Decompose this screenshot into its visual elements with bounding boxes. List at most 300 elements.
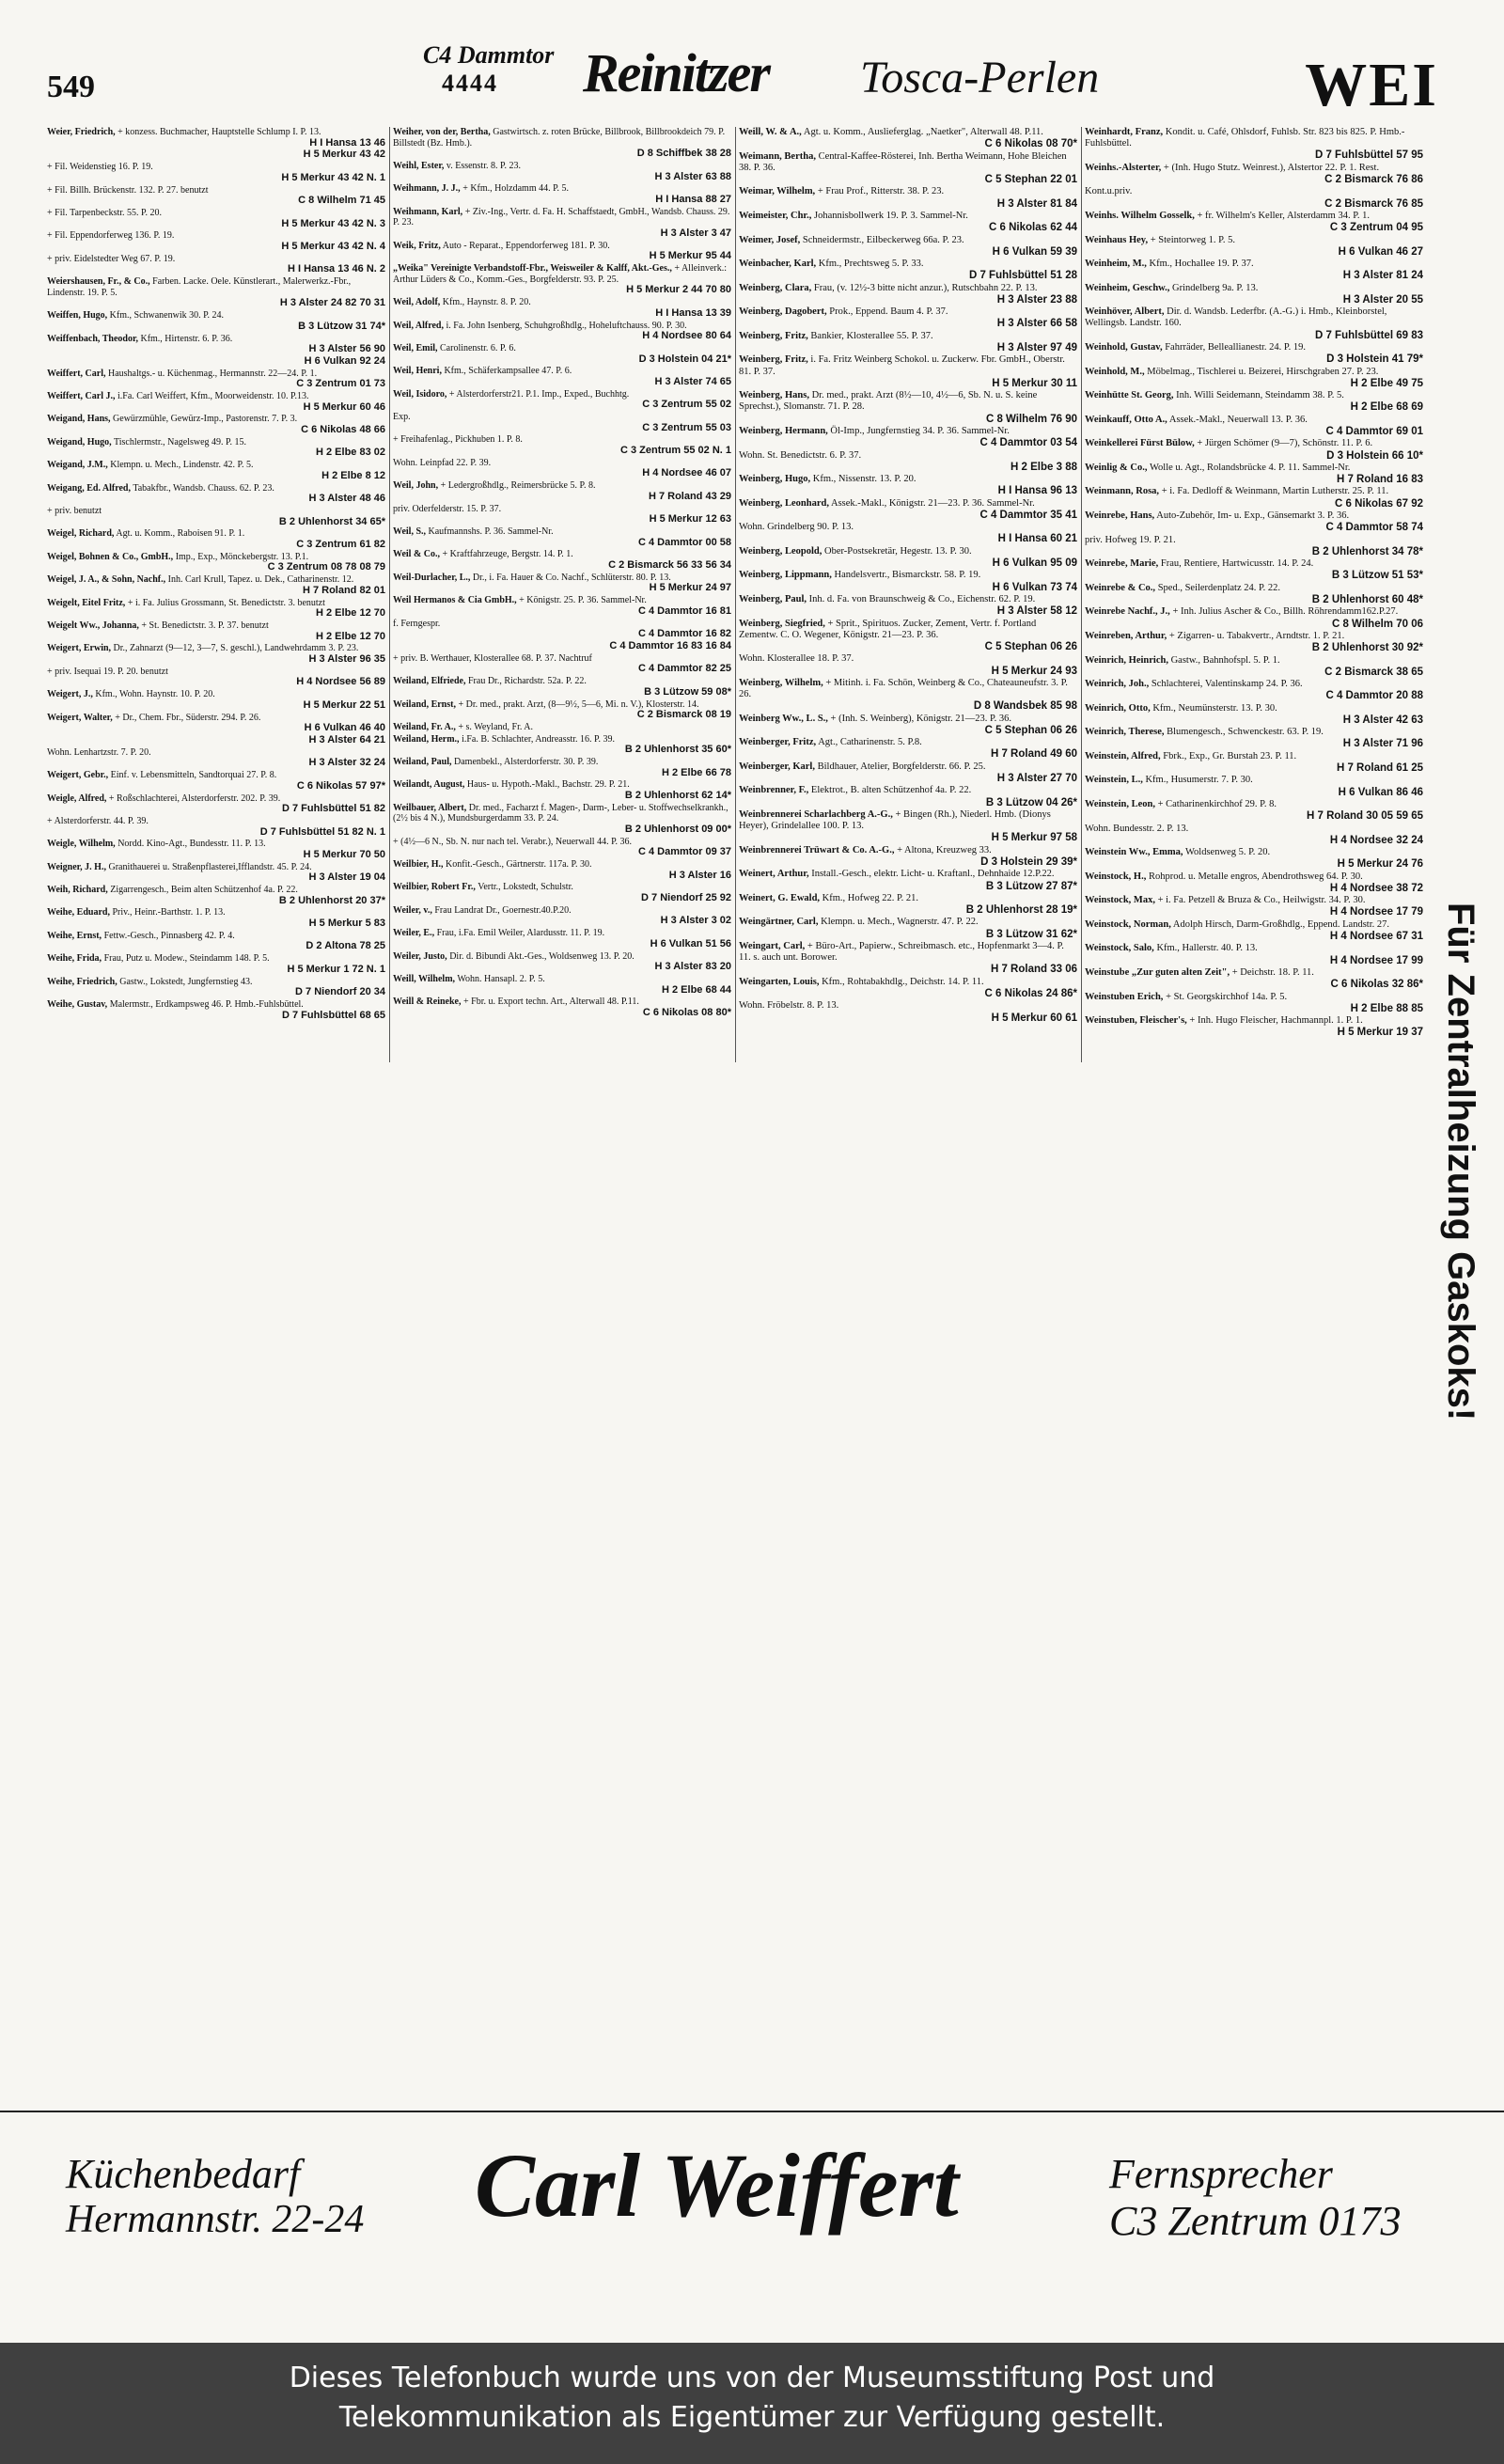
directory-entry — [739, 785, 1077, 808]
entry-text — [393, 859, 731, 871]
entry-name: Weinberg, Lippmann, — [739, 570, 832, 581]
entry-detail: Wohn. Leinpfad 22. P. 39. — [393, 457, 492, 468]
entry-name: Weigel, J. A., & Sohn, Nachf., — [47, 574, 166, 586]
entry-name: Weigner, J. H., — [47, 861, 106, 872]
entry-name: Weinberger, Fritz, — [739, 737, 817, 748]
entry-detail: + Kfm., Holzdamm 44. P. 5. — [462, 183, 570, 195]
entry-detail: Kfm., Wohn. Haynstr. 10. P. 20. — [95, 689, 215, 700]
directory-entry — [1085, 703, 1423, 727]
entry-name: Weinstock, H., — [1085, 871, 1147, 882]
entry-name: Weinberg, Dagobert, — [739, 306, 827, 318]
entry-phone-number: H 3 Alster 23 88 — [996, 293, 1077, 306]
entry-phone-number: H 5 Merkur 2 44 70 80 — [626, 284, 731, 296]
entry-detail: Kfm., Haynstr. 8. P. 20. — [442, 297, 531, 308]
entry-phone-number: H I Hansa 13 46 N. 2 — [288, 263, 385, 275]
entry-phone-number: B 3 Lützow 27 87* — [985, 880, 1077, 892]
entry-detail: Farben. Lacke. Oele. Künstlerart., Malerwerkz.-Fbr., Lindenstr. 19. P. 5. — [47, 276, 352, 298]
entry-text — [739, 845, 1077, 856]
entry-name: Weil, Alfred, — [393, 320, 444, 331]
directory-entry — [393, 434, 731, 456]
entry-detail: Wohn. St. Benedictstr. 6. P. 37. — [739, 449, 862, 461]
entry-detail: Assek.-Makl., Neuerwall 13. P. 36. — [1168, 414, 1308, 425]
entry-phone-number: B 3 Lützow 59 08* — [644, 685, 731, 698]
directory-entry — [1085, 871, 1423, 895]
entry-phone-number: H 3 Alster 3 47 — [660, 227, 731, 239]
directory-entry — [47, 931, 385, 952]
entry-phone-number: H 6 Vulkan 51 56 — [650, 937, 731, 950]
entry-detail: + Deichstr. 18. P. 11. — [1231, 967, 1314, 979]
directory-entry — [47, 953, 385, 975]
entry-text — [739, 450, 1077, 462]
entry-text — [1085, 510, 1423, 522]
directory-entry — [47, 770, 385, 792]
entry-name: Weinstube „Zur guten alten Zeit", — [1085, 967, 1230, 979]
entry-phone-number: C 5 Stephan 22 01 — [984, 173, 1077, 185]
entry-name: Weinberg, Hans, — [739, 390, 809, 401]
entry-phone-number: D 7 Niendorf 25 92 — [641, 892, 731, 904]
entry-phone-number: H I Hansa 13 39 — [655, 306, 731, 319]
directory-entry — [47, 574, 385, 596]
entry-phone-number: H 3 Alster 71 96 — [1342, 738, 1423, 750]
entry-text — [47, 310, 385, 322]
entry-name: Weil, Adolf, — [393, 297, 441, 308]
entry-name: Weimer, Josef, — [739, 234, 801, 245]
entry-name: Weihe, Friedrich, — [47, 976, 118, 987]
entry-phone-number: C 6 Nikolas 48 66 — [301, 424, 385, 436]
entry-phone-number: H 3 Alster 24 82 70 31 — [279, 297, 385, 309]
entry-name: Weinberg, Fritz, — [739, 354, 808, 366]
entry-detail: Wohn. Lenhartzstr. 7. P. 20. — [47, 746, 151, 758]
entry-detail: + Freihafenlag., Pickhuben 1. P. 8. — [393, 434, 523, 446]
entry-phone-number: H I Hansa 60 21 — [997, 533, 1077, 545]
directory-entry — [1085, 799, 1423, 823]
directory-entry — [47, 735, 385, 746]
entry-name: Weiland, Ernst, — [393, 698, 456, 710]
entry-name: Weinheim, Geschw., — [1085, 282, 1170, 293]
entry-text — [393, 343, 731, 354]
entry-phone-number: C 4 Dammtor 16 83 16 84 — [609, 639, 731, 651]
bottom-advertisement — [0, 2111, 1504, 2253]
entry-name: Weiffert, Carl, — [47, 368, 106, 379]
directory-entry — [47, 356, 385, 368]
entry-detail: Vertr., Lokstedt, Schulstr. — [478, 882, 573, 893]
entry-detail: Kfm., Prechtsweg 5. P. 33. — [818, 259, 924, 270]
entry-text — [739, 714, 1077, 725]
entry-detail: Frau, i.Fa. Emil Weiler, Alardusstr. 11. P. 19. — [436, 928, 605, 939]
directory-entry — [393, 653, 731, 675]
entry-name: Weinberg, Fritz, — [739, 330, 808, 341]
entry-name: Weinrich, Otto, — [1085, 702, 1151, 714]
entry-detail: Kont.u.priv. — [1085, 186, 1133, 197]
entry-phone-number: C 5 Stephan 06 26 — [984, 724, 1077, 736]
entry-name: Weihmann, Karl, — [393, 206, 463, 217]
directory-entry — [739, 235, 1077, 259]
directory-entry — [47, 310, 385, 332]
entry-name: Weinkauff, Otto A., — [1085, 414, 1167, 425]
entry-detail: Wohn. Bundesstr. 2. P. 13. — [1085, 823, 1189, 834]
entry-detail: Assek.-Makl., Königstr. 21—23. P. 36. Sammel-Nr. — [831, 497, 1035, 509]
directory-entry — [739, 522, 1077, 545]
directory-entry — [393, 526, 731, 548]
entry-phone-number: H 3 Alster 48 46 — [308, 493, 385, 505]
entry-text — [1085, 824, 1423, 835]
entry-name: Weiland, Paul, — [393, 756, 452, 767]
entry-detail: Adolph Hirsch, Darm-Großhdlg., Eppend. Landstr. 27. — [1172, 918, 1390, 930]
entry-name: Weinmann, Rosa, — [1085, 486, 1160, 497]
entry-phone-number: D 7 Fuhlsbüttel 68 65 — [281, 1009, 385, 1021]
ad-product-name: Tosca-Perlen — [860, 53, 1100, 102]
entry-name: Weinstock, Norman, — [1085, 918, 1171, 930]
entry-text — [1085, 163, 1423, 174]
entry-name: Weinrebe & Co., — [1085, 582, 1156, 593]
footer-line-2: Telekommunikation als Eigentümer zur Verfügung gestellt. — [338, 2401, 1166, 2434]
entry-detail: priv. Oderfelderstr. 15. P. 37. — [393, 503, 502, 514]
entry-name: Weinberg, Hermann, — [739, 425, 828, 436]
entry-text — [1085, 367, 1423, 378]
directory-entry — [1085, 895, 1423, 918]
entry-detail: + Catharinenkirchhof 29. P. 8. — [1157, 798, 1277, 809]
running-head: WEI — [1305, 51, 1438, 119]
directory-column-2 — [393, 127, 731, 1020]
entry-detail: + priv. benutzt — [47, 506, 102, 517]
side-ad-text: Für Zentralheizung Gaskoks! — [1440, 902, 1481, 1421]
directory-entry — [739, 331, 1077, 354]
side-advertisement — [1440, 902, 1496, 1551]
entry-phone-number: H 3 Alster 74 65 — [654, 375, 731, 387]
entry-name: Weinrich, Therese, — [1085, 727, 1165, 738]
entry-name: Weinhs. Wilhelm Gosselk, — [1085, 210, 1195, 221]
directory-entry — [1085, 415, 1423, 438]
entry-phone-number: H 3 Alster 81 24 — [1342, 270, 1423, 282]
directory-entry — [739, 450, 1077, 474]
entry-name: Weimeister, Chr., — [739, 210, 812, 221]
entry-detail: Agt. u. Komm., Raboisen 91. P. 1. — [116, 528, 245, 540]
entry-name: Weigel, Bohnen & Co., GmbH., — [47, 551, 174, 562]
entry-detail: Konfit.-Gesch., Gärtnerstr. 117a. P. 30. — [446, 859, 592, 871]
entry-text — [47, 127, 385, 138]
directory-entry — [393, 389, 731, 411]
entry-name: Weinberg, Paul, — [739, 593, 807, 604]
directory-entry — [47, 977, 385, 998]
directory-entry — [739, 594, 1077, 618]
entry-detail: + St. Benedictstr. 3. P. 37. benutzt — [141, 620, 269, 631]
entry-phone-number: C 8 Wilhelm 71 45 — [298, 195, 385, 207]
entry-phone-number: H 3 Alster 66 58 — [996, 318, 1077, 330]
entry-phone-number: C 8 Wilhelm 76 90 — [985, 413, 1077, 425]
entry-phone-number: B 3 Lützow 31 62* — [985, 928, 1077, 940]
directory-entry — [1085, 606, 1423, 630]
entry-phone-number: H I Hansa 88 27 — [655, 193, 731, 205]
entry-phone-number: B 2 Uhlenhorst 34 78* — [1311, 545, 1423, 557]
directory-entry — [739, 259, 1077, 282]
entry-name: Weigert, Gebr., — [47, 770, 109, 781]
directory-entry — [1085, 163, 1423, 186]
entry-name: Weihe, Frida, — [47, 953, 102, 965]
entry-detail: Gastw., Bahnhofspl. 5. P. 1. — [1170, 654, 1280, 666]
directory-entry — [739, 283, 1077, 306]
column-divider — [735, 127, 736, 1062]
directory-entry — [1085, 510, 1423, 534]
entry-name: Weigert, Erwin, — [47, 643, 112, 654]
entry-phone-number: H 4 Nordsee 80 64 — [642, 330, 731, 342]
entry-name: Weinrich, Joh., — [1085, 679, 1150, 690]
directory-entry — [393, 734, 731, 756]
entry-detail: Fbrk., Exp., Gr. Burstah 23. P. 11. — [1163, 750, 1297, 761]
entry-detail: Frau, Rentiere, Hartwicusstr. 14. P. 24. — [1160, 558, 1314, 570]
entry-name: Weinhs.-Alsterter, — [1085, 162, 1162, 173]
directory-entry — [393, 803, 731, 836]
directory-entry — [739, 186, 1077, 210]
entry-phone-number: C 2 Bismarck 56 33 56 34 — [608, 559, 731, 572]
entry-text — [1085, 751, 1423, 762]
entry-detail: i.Fa. B. Schlachter, Andreasstr. 16. P. 39. — [462, 733, 615, 745]
directory-entry — [47, 816, 385, 838]
directory-entry — [47, 276, 385, 309]
entry-phone-number: C 2 Bismarck 76 85 — [1324, 197, 1423, 210]
directory-entry — [739, 845, 1077, 869]
entry-text — [1085, 895, 1423, 906]
entry-detail: + (4½—6 N., Sb. N. nur nach tel. Verabr.), Neuerwall 44. P. 36. — [393, 836, 633, 847]
entry-phone-number: H 6 Vulkan 86 46 — [1338, 786, 1423, 798]
directory-entry — [47, 862, 385, 884]
entry-text — [1085, 775, 1423, 786]
entry-detail: Dr. med., prakt. Arzt (8½—10, 4½—6, Sb. N. u. S. keine Sprechst.), Slomanstr. 71. P. 28. — [739, 390, 1038, 413]
entry-detail: + St. Georgskirchhof 14a. P. 5. — [1166, 991, 1288, 1002]
entry-name: Weigelt, Eitel Fritz, — [47, 597, 126, 608]
top-advertisement — [423, 43, 1175, 109]
entry-name: Weigel, Richard, — [47, 528, 115, 540]
entry-detail: Elektrot., B. alten Schützenhof 4a. P. 22. — [810, 785, 972, 796]
entry-detail: v. Essenstr. 8. P. 23. — [446, 160, 521, 171]
entry-phone-number: B 2 Uhlenhorst 34 65* — [278, 515, 385, 527]
directory-entry — [393, 343, 731, 365]
entry-phone-number: H 3 Alster 20 55 — [1342, 293, 1423, 306]
column-divider — [389, 127, 390, 1062]
entry-detail: Kfm., Husumerstr. 7. P. 30. — [1145, 775, 1253, 786]
directory-entry — [1085, 486, 1423, 510]
entry-phone-number: C 4 Dammtor 09 37 — [637, 846, 731, 858]
entry-text — [1085, 1015, 1423, 1027]
entry-phone-number: C 3 Zentrum 55 03 — [642, 421, 731, 433]
entry-phone-number: D 8 Wandsbek 85 98 — [973, 700, 1077, 713]
entry-phone-number: C 6 Nikolas 24 86* — [984, 988, 1077, 999]
directory-entry — [739, 570, 1077, 593]
entry-phone-number: C 3 Zentrum 04 95 — [1329, 222, 1423, 234]
entry-detail: Bankier, Klosterallee 55. P. 37. — [810, 330, 933, 341]
entry-name: Weinstock, Salo, — [1085, 943, 1154, 954]
entry-text — [739, 917, 1077, 928]
entry-name: Weihe, Ernst, — [47, 930, 102, 941]
entry-text — [1085, 799, 1423, 810]
entry-phone-number: C 2 Bismarck 76 86 — [1324, 173, 1423, 185]
directory-entry — [47, 254, 385, 275]
directory-entry — [47, 643, 385, 665]
entry-detail: Tischlermstr., Nagelsweg 49. P. 15. — [113, 436, 246, 447]
directory-entry — [47, 598, 385, 620]
entry-text — [1085, 463, 1423, 474]
entry-phone-number: D 3 Holstein 04 21* — [638, 353, 731, 365]
entry-name: Weigert, J., — [47, 689, 93, 700]
entry-phone-number: H 5 Merkur 43 42 — [303, 149, 385, 161]
entry-detail: + Fil. Weidenstieg 16. P. 19. — [47, 162, 153, 173]
entry-detail: i. Fa. John Isenberg, Schuhgroßhdlg., Hoheluftchauss. 90. P. 30. — [446, 320, 687, 331]
entry-phone-number: H 3 Alster 63 88 — [654, 170, 731, 182]
entry-text — [739, 151, 1077, 174]
footer-line-1: Dieses Telefonbuch wurde uns von der Museumsstiftung Post und — [289, 2362, 1215, 2394]
entry-detail: Kfm., Nissenstr. 13. P. 20. — [812, 474, 916, 485]
entry-name: Weill, Wilhelm, — [393, 974, 456, 985]
entry-detail: + Roßschlachterei, Alsterdorferstr. 202. P. 39. — [108, 793, 281, 804]
column-divider — [1081, 127, 1082, 1062]
entry-detail: Klempn. u. Mech., Lindenstr. 42. P. 5. — [110, 460, 254, 471]
entry-phone-number: C 4 Dammtor 00 58 — [637, 536, 731, 548]
entry-detail: Fahrräder, Belleallianestr. 24. P. 19. — [1165, 342, 1306, 353]
directory-entry — [393, 412, 731, 433]
directory-entry — [47, 460, 385, 481]
entry-phone-number: B 3 Lützow 04 26* — [985, 796, 1077, 808]
entry-text — [739, 809, 1077, 832]
entry-phone-number: H 2 Elbe 83 02 — [316, 447, 385, 459]
entry-detail: Handelsvertr., Bismarckstr. 58. P. 19. — [834, 570, 981, 581]
entry-name: Weik, Fritz, — [393, 240, 441, 251]
entry-text — [739, 283, 1077, 294]
entry-text — [1085, 211, 1423, 222]
entry-phone-number: H 4 Nordsee 38 72 — [1329, 882, 1423, 894]
entry-phone-number: H 7 Roland 30 05 59 65 — [1306, 810, 1423, 823]
directory-column-1 — [47, 127, 385, 1022]
entry-name: Weigang, Ed. Alfred, — [47, 482, 131, 494]
entry-name: Weier, Friedrich, — [47, 127, 116, 137]
entry-detail: Frau, Putz u. Modew., Steindamm 148. P. 5. — [103, 953, 270, 965]
directory-entry — [739, 977, 1077, 1000]
directory-entry — [393, 504, 731, 526]
entry-name: Weigand, J.M., — [47, 460, 108, 471]
entry-phone-number: H 5 Merkur 1 72 N. 1 — [287, 963, 385, 975]
entry-name: Weinert, Arthur, — [739, 869, 809, 880]
entry-detail: + Inh. Julius Ascher & Co., Billh. Röhrendamm162.P.27. — [1172, 606, 1399, 618]
entry-detail: Kfm., Schwanenwik 30. P. 24. — [109, 310, 225, 322]
directory-entry — [739, 653, 1077, 677]
directory-entry — [47, 713, 385, 734]
entry-phone-number: C 4 Dammtor 03 54 — [979, 437, 1077, 449]
directory-columns — [47, 127, 1423, 1062]
entry-phone-number: H 3 Alster 42 63 — [1342, 714, 1423, 726]
entry-text — [739, 259, 1077, 270]
entry-text — [1085, 535, 1423, 546]
directory-entry — [393, 905, 731, 927]
ad-brand-name: Reinitzer — [583, 42, 769, 103]
directory-entry — [739, 354, 1077, 389]
entry-name: Weinhöver, Albert, — [1085, 306, 1165, 318]
entry-detail: Exp. — [393, 412, 411, 423]
entry-detail: + Sprit., Spirituos. Zucker, Zement, Vertr. f. Portland Zementw. C. O. Wegener, Königstr. 21—23. P. 36. — [739, 618, 1037, 640]
directory-entry — [1085, 438, 1423, 462]
entry-detail: Gastwirtsch. z. roten Brücke, Billbrook, Billbrookdeich 79. P. Billstedt (Bz. Hmb.). — [393, 127, 726, 149]
entry-name: Weinlig & Co., — [1085, 462, 1148, 473]
entry-phone-number: B 2 Uhlenhorst 09 00* — [624, 823, 731, 835]
entry-detail: Kfm., Hirtenstr. 6. P. 36. — [140, 333, 233, 344]
entry-name: Weinstock, Max, — [1085, 895, 1155, 906]
entry-name: Weiland, Herm., — [393, 733, 460, 745]
entry-name: Weinberg, Hugo, — [739, 474, 811, 485]
entry-name: Weingärtner, Carl, — [739, 917, 819, 928]
entry-name: Weinrebe Nachf., J., — [1085, 606, 1170, 618]
entry-detail: + Alleinverk.: Arthur Lüders & Co., Komm.-Ges., Borgfelderstr. 93. P. 25. — [393, 263, 727, 285]
entry-phone-number: H 3 Alster 3 02 — [660, 915, 731, 927]
entry-detail: + Dr. med., prakt. Arzt, (8—9½, 5—6, Mi. n. V.), Klosterstr. 14. — [458, 698, 699, 710]
entry-name: Weinkellerei Fürst Bülow, — [1085, 438, 1195, 449]
entry-text — [739, 619, 1077, 641]
entry-name: Weihe, Eduard, — [47, 907, 110, 918]
entry-phone-number: H 7 Roland 61 25 — [1336, 762, 1423, 775]
directory-entry — [739, 809, 1077, 844]
entry-name: Weiffenbach, Theodor, — [47, 333, 138, 344]
entry-text — [47, 816, 385, 827]
entry-name: Weinbrennerei Trüwart & Co. A.-G., — [739, 844, 895, 855]
entry-detail: Tabakfbr., Wandsb. Chauss. 62. P. 23. — [133, 482, 274, 494]
entry-text — [47, 276, 385, 298]
entry-phone-number: C 3 Zentrum 55 02 — [642, 399, 731, 411]
entry-phone-number: H 2 Elbe 88 85 — [1350, 1002, 1423, 1014]
directory-entry — [1085, 631, 1423, 654]
entry-name: Weinstein, L., — [1085, 775, 1143, 786]
bottom-ad-name: Carl Weiffert — [475, 2135, 959, 2236]
directory-entry — [393, 241, 731, 262]
directory-entry — [1085, 655, 1423, 679]
directory-entry — [1085, 775, 1423, 798]
entry-name: Weinberg, Wilhelm, — [739, 677, 823, 688]
entry-phone-number: C 3 Zentrum 61 82 — [296, 539, 385, 551]
entry-text — [739, 941, 1077, 964]
entry-phone-number: B 2 Uhlenhorst 35 60* — [624, 744, 731, 756]
entry-phone-number: B 2 Uhlenhorst 20 37* — [278, 894, 385, 906]
directory-entry — [393, 458, 731, 479]
entry-text — [1085, 655, 1423, 667]
directory-entry — [47, 747, 385, 769]
entry-detail: + Altona, Kreuzweg 33. — [897, 844, 992, 855]
entry-detail: Frau Dr., Richardstr. 52a. P. 22. — [468, 676, 587, 687]
entry-name: Weinbrennerei Scharlachberg A.-G., — [739, 808, 893, 820]
entry-phone-number: H 5 Merkur 24 76 — [1337, 858, 1423, 871]
bottom-ad-address: Hermannstr. 22-24 — [66, 2198, 365, 2241]
entry-name: Weinhold, M., — [1085, 366, 1145, 377]
entry-detail: Frau, (v. 12½-3 bitte nicht anzur.), Rutschbahn 22. P. 13. — [813, 282, 1038, 293]
entry-detail: + konzess. Buchmacher, Hauptstelle Schlump I. P. 13. — [118, 127, 321, 137]
entry-phone-number: C 3 Zentrum 08 78 08 79 — [267, 561, 385, 573]
entry-detail: f. Ferngespr. — [393, 618, 441, 629]
entry-detail: Wolle u. Agt., Rolandsbrücke 4. P. 11. Sammel-Nr. — [1149, 462, 1351, 473]
bottom-ad-business: Küchenbedarf — [66, 2151, 301, 2197]
directory-entry — [393, 676, 731, 698]
entry-detail: + Alsterdorferstr. 44. P. 39. — [47, 815, 149, 826]
entry-name: Weinberg, Leopold, — [739, 545, 822, 557]
entry-detail: Klempn. u. Mech., Wagnerstr. 47. P. 22. — [821, 917, 979, 928]
directory-entry — [1085, 751, 1423, 775]
entry-phone-number: D 7 Fuhlsbüttel 51 82 — [281, 803, 385, 815]
entry-detail: Gewürzmühle, Gewürz-Imp., Pastorenstr. 7. P. 3. — [113, 414, 298, 425]
entry-phone-number: H 5 Merkur 60 46 — [303, 400, 385, 413]
directory-entry — [393, 928, 731, 950]
directory-entry — [47, 552, 385, 573]
entry-name: Weill, W. & A., — [739, 127, 802, 137]
entry-text — [1085, 727, 1423, 738]
entry-phone-number: H 5 Merkur 43 42 N. 1 — [281, 171, 385, 183]
entry-phone-number: H 5 Merkur 5 83 — [308, 918, 385, 930]
entry-detail: Install.-Gesch., elektr. Licht- u. Kraftanl., Dehnhaide 12.P.22. — [811, 869, 1055, 880]
entry-name: Weilbier, H., — [393, 859, 444, 871]
directory-entry — [1085, 727, 1423, 750]
entry-name: Weiland, Elfriede, — [393, 676, 466, 687]
